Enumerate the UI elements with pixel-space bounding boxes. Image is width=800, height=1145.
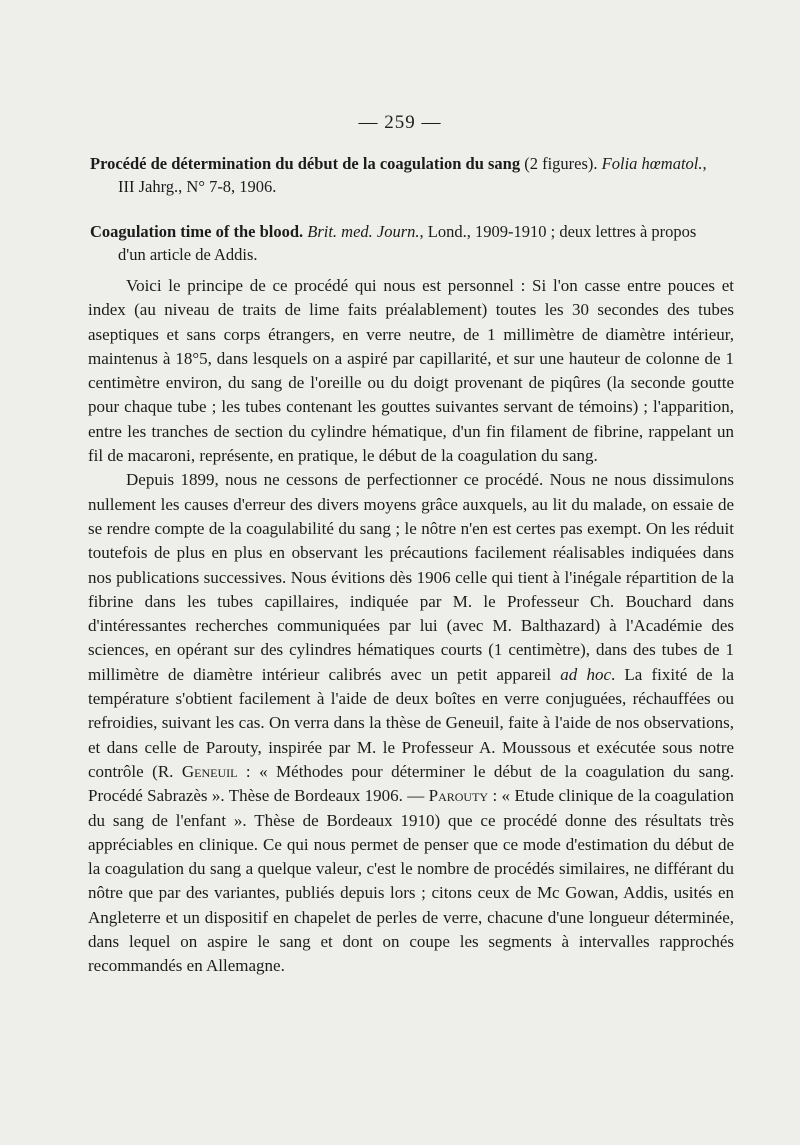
page-number: — 259 — [358,112,442,133]
reference-1-title: Procédé de détermination du début de la coagulation du sang [90,154,521,173]
reference-1-journal: Folia hœmatol. [601,154,703,173]
paragraph-2 [88,468,734,978]
paragraph-2-part-d: : « Etude clinique de la coagulation du sang de l'enfant ». Thèse de Bordeaux 1910) que ce procédé donne des résultats très appréciables en clinique. Ce qui nous permet de penser que ce mode d'estimation du début de la coagulation du sang a quelque valeur, c'est le nombre de procédés similaires, ne différant du nôtre que par des variantes, publiés depuis lors ; citons ceux de Mc Gowan, Addis, usités en Angleterre et un dispositif en chapelet de perles de verre, chacune d'une longueur déterminée, dans lequel on aspire le sang et dont on coupe les segments à intervalles rapprochés recommandés en Allemagne. [88,786,734,976]
paragraph-2-part-c: : « Méthodes pour déterminer le début de la coagulation du sang. Procédé Sabrazès ». Thèse de Bordeaux 1906. — [88,761,734,806]
reference-2-journal: Brit. med. Journ. [303,222,420,241]
paragraph-2-part-b: . La fixité de la température s'obtient facilement à l'aide de deux boîtes en verre conjuguées, réchauffées ou refroidies, suivant les cas. On verra dans la thèse de Geneuil, faite à l'aide de nos observations, et dans celle de Parouty, inspirée par M. le Professeur A. Moussous et exécutée sous notre contrôle ( [88,664,734,781]
paragraph-1: Voici le principe de ce procédé qui nous est personnel : Si l'on casse entre pouces et index (au niveau de traits de lime faits préalablement) toutes les 30 secondes des tubes aseptiques et sans corps étrangers, en verre neutre, de 1 millimètre de diamètre intérieur, maintenus à 18°5, dans lesquels on a aspiré par capillarité, et sur une hauteur de colonne de 1 centimètre environ, du sang de l'oreille ou du doigt provenant de piqûres (la seconde goutte pour chaque tube ; les tubes contenant les gouttes suivantes servant de témoins) ; l'apparition, entre les tranches de section du cylindre hématique, d'un fin filament de fibrine, rappelant un fil de macaroni, représente, en pratique, le début de la coagulation du sang. [88,276,734,466]
reference-1-tail: , [702,154,707,173]
body-text [88,274,734,979]
reference-2-continuation: d'un article de Addis. [118,245,258,264]
reference-1-details: III Jahrg., N° 7-8, 1906. [118,177,277,196]
author-geneuil: R. Geneuil [157,761,238,781]
paragraph-2-italic: ad hoc [560,664,611,684]
reference-2 [90,220,736,266]
reference-2-title: Coagulation time of the blood. [90,222,304,241]
reference-1-figures: (2 figures). [520,154,602,173]
author-parouty: Parouty [428,786,489,806]
reference-1 [90,152,736,198]
reference-2-details: , Lond., 1909-1910 ; deux lettres à propos [419,222,697,241]
paragraph-2-part-a: Depuis 1899, nous ne cessons de perfectionner ce procédé. Nous ne nous dissimulons nullement les causes d'erreur des divers moyens grâce auxquels, au lit du malade, on essaie de se rendre compte de la coagulabilité du sang ; le nôtre n'en est certes pas exempt. On les réduit toutefois de plus en plus en observant les précautions facilement réalisables indiquées dans nos publications successives. Nous évitions dès 1906 celle qui tient à l'inégale répartition de la fibrine dans les tubes capillaires, indiquée par M. le Professeur Ch. Bouchard dans d'intéressantes recherches communiquées par lui (avec M. Balthazard) à l'Académie des sciences, en opérant sur des cylindres hématiques courts (1 centimètre), dans des tubes de 1 millimètre de diamètre intérieur calibrés avec un petit appareil [88,470,734,684]
